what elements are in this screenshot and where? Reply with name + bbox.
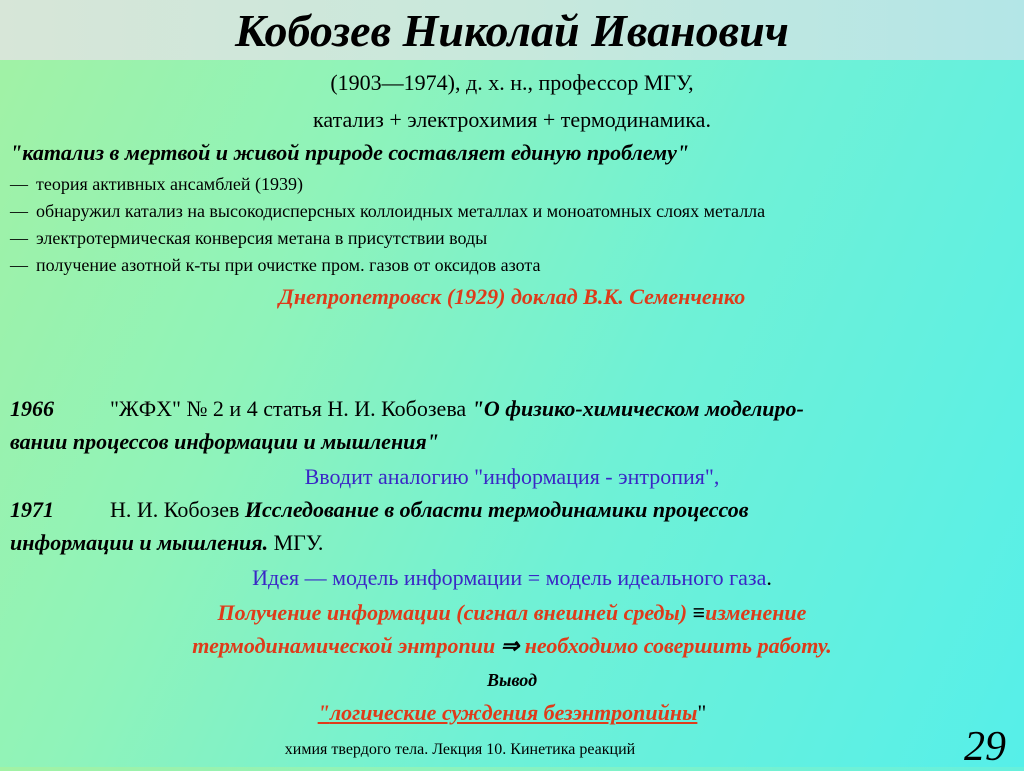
entry-text: "ЖФХ" № 2 и 4 статья Н. И. Кобозева [110,396,472,421]
entry-author: Н. И. Кобозев [110,497,245,522]
entry-1971-line2 [10,530,323,556]
red-statement-line2 [0,633,1024,659]
list-item [10,174,303,195]
bullet-dash: — [10,228,28,248]
entry-title: Исследование в области термодинамики процессов [244,497,749,522]
red-text: необходимо совершить работу. [519,633,832,658]
subtitle-fields: катализ + электрохимия + термодинамика. [313,107,711,132]
conclusion-line [0,700,1024,726]
list-item-text: обнаружил катализ на высокодисперсных коллоидных металлах и моноатомных слоях металла [36,201,766,221]
entry-title: "О физико-химическом моделиро- [471,396,804,421]
list-item [10,255,540,276]
bullet-dash: — [10,174,28,194]
entry-1966-line2: вании процессов информации и мышления" [10,429,439,454]
slide-title: Кобозев Николай Иванович [235,5,789,56]
conclusion-quote-open: " [317,700,330,725]
dnepropetrovsk-line: Днепропетровск (1929) доклад В.К. Семенченко [278,284,746,309]
entry-year: 1971 [10,497,54,522]
conclusion-text: логические суждения безэнтропийны [329,700,698,725]
idea-line [0,565,1024,591]
quote-line: "катализ в мертвой и живой природе составляет единую проблему" [10,140,690,165]
bullet-dash: — [10,255,28,275]
entry-1971-line1 [10,497,749,523]
subtitle-years: (1903—1974), д. х. н., профессор МГУ, [330,70,694,95]
list-item-text: теория активных ансамблей (1939) [36,174,304,194]
list-item [10,228,487,249]
conclusion-quote-close: " [697,700,707,725]
analogy-line: Вводит аналогию "информация - энтропия", [304,464,720,489]
idea-dot: . [766,565,772,590]
entry-title-end: информации и мышления. [10,530,269,555]
list-item-text: электротермическая конверсия метана в присутствии воды [36,228,488,248]
list-item-text: получение азотной к-ты при очистке пром. газов от оксидов азота [36,255,541,275]
red-statement-line1 [0,600,1024,626]
entry-publisher: МГУ. [268,530,324,555]
bullet-dash: — [10,201,28,221]
conclusion-heading: Вывод [487,670,537,690]
footer-lecture: химия твердого тела. Лекция 10. Кинетика реакций [284,741,636,758]
implies-symbol: ⇒ [500,633,520,658]
identical-symbol: ≡ [692,600,706,625]
red-text: Получение информации (сигнал внешней среды) [217,600,693,625]
page-number: 29 [964,724,1006,770]
entry-1966-line1 [10,396,804,422]
idea-text: Идея — модель информации = модель идеального газа [252,565,767,590]
red-text: изменение [705,600,807,625]
list-item [10,201,765,222]
entry-year: 1966 [10,396,54,421]
red-text: термодинамической энтропии [192,633,501,658]
